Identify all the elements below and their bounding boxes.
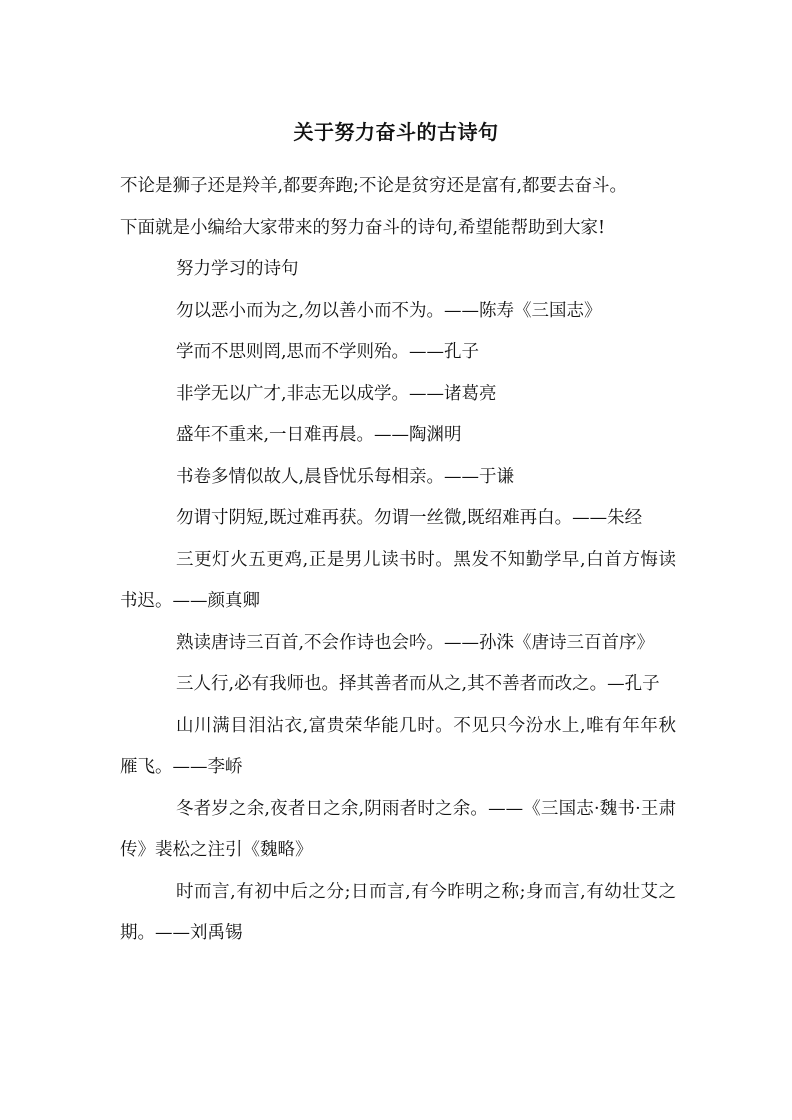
quote-paragraph: 熟读唐诗三百首,不会作诗也会吟。——孙洙《唐诗三百首序》 <box>176 632 655 653</box>
intro-paragraph-1: 不论是狮子还是羚羊,都要奔跑;不论是贫穷还是富有,都要去奋斗。 <box>120 176 628 196</box>
quote-paragraph: 三人行,必有我师也。择其善者而从之,其不善者而改之。—孔子 <box>176 674 660 694</box>
document-body <box>120 166 676 955</box>
quote-paragraph: 盛年不重来,一日难再晨。——陶渊明 <box>176 425 462 445</box>
quote-paragraph: 山川满目泪沾衣,富贵荣华能几时。不见只今汾水上,唯有年年秋雁飞。——李峤 <box>120 715 676 777</box>
quote-paragraph: 三更灯火五更鸡,正是男儿读书时。黑发不知勤学早,白首方悔读书迟。——颜真卿 <box>120 549 676 611</box>
quote-paragraph: 勿谓寸阴短,既过难再获。勿谓一丝微,既绍难再白。——朱经 <box>176 508 643 528</box>
quote-paragraph: 冬者岁之余,夜者日之余,阴雨者时之余。——《三国志·魏书·王肃传》裴松之注引《魏略》 <box>120 798 676 860</box>
quote-paragraph: 时而言,有初中后之分;日而言,有今昨明之称;身而言,有幼壮艾之期。——刘禹锡 <box>120 881 676 943</box>
quote-paragraph: 勿以恶小而为之,勿以善小而不为。——陈寿《三国志》 <box>176 300 602 321</box>
document-title: 关于努力奋斗的古诗句 <box>293 120 499 144</box>
quote-paragraph: 学而不思则罔,思而不学则殆。——孔子 <box>176 342 480 362</box>
section-heading: 努力学习的诗句 <box>176 259 299 279</box>
intro-paragraph-2: 下面就是小编给大家带来的努力奋斗的诗句,希望能帮助到大家! <box>120 217 606 238</box>
quote-paragraph: 书卷多情似故人,晨昏忧乐每相亲。——于谦 <box>176 466 515 487</box>
quote-paragraph: 非学无以广才,非志无以成学。——诸葛亮 <box>176 383 497 404</box>
